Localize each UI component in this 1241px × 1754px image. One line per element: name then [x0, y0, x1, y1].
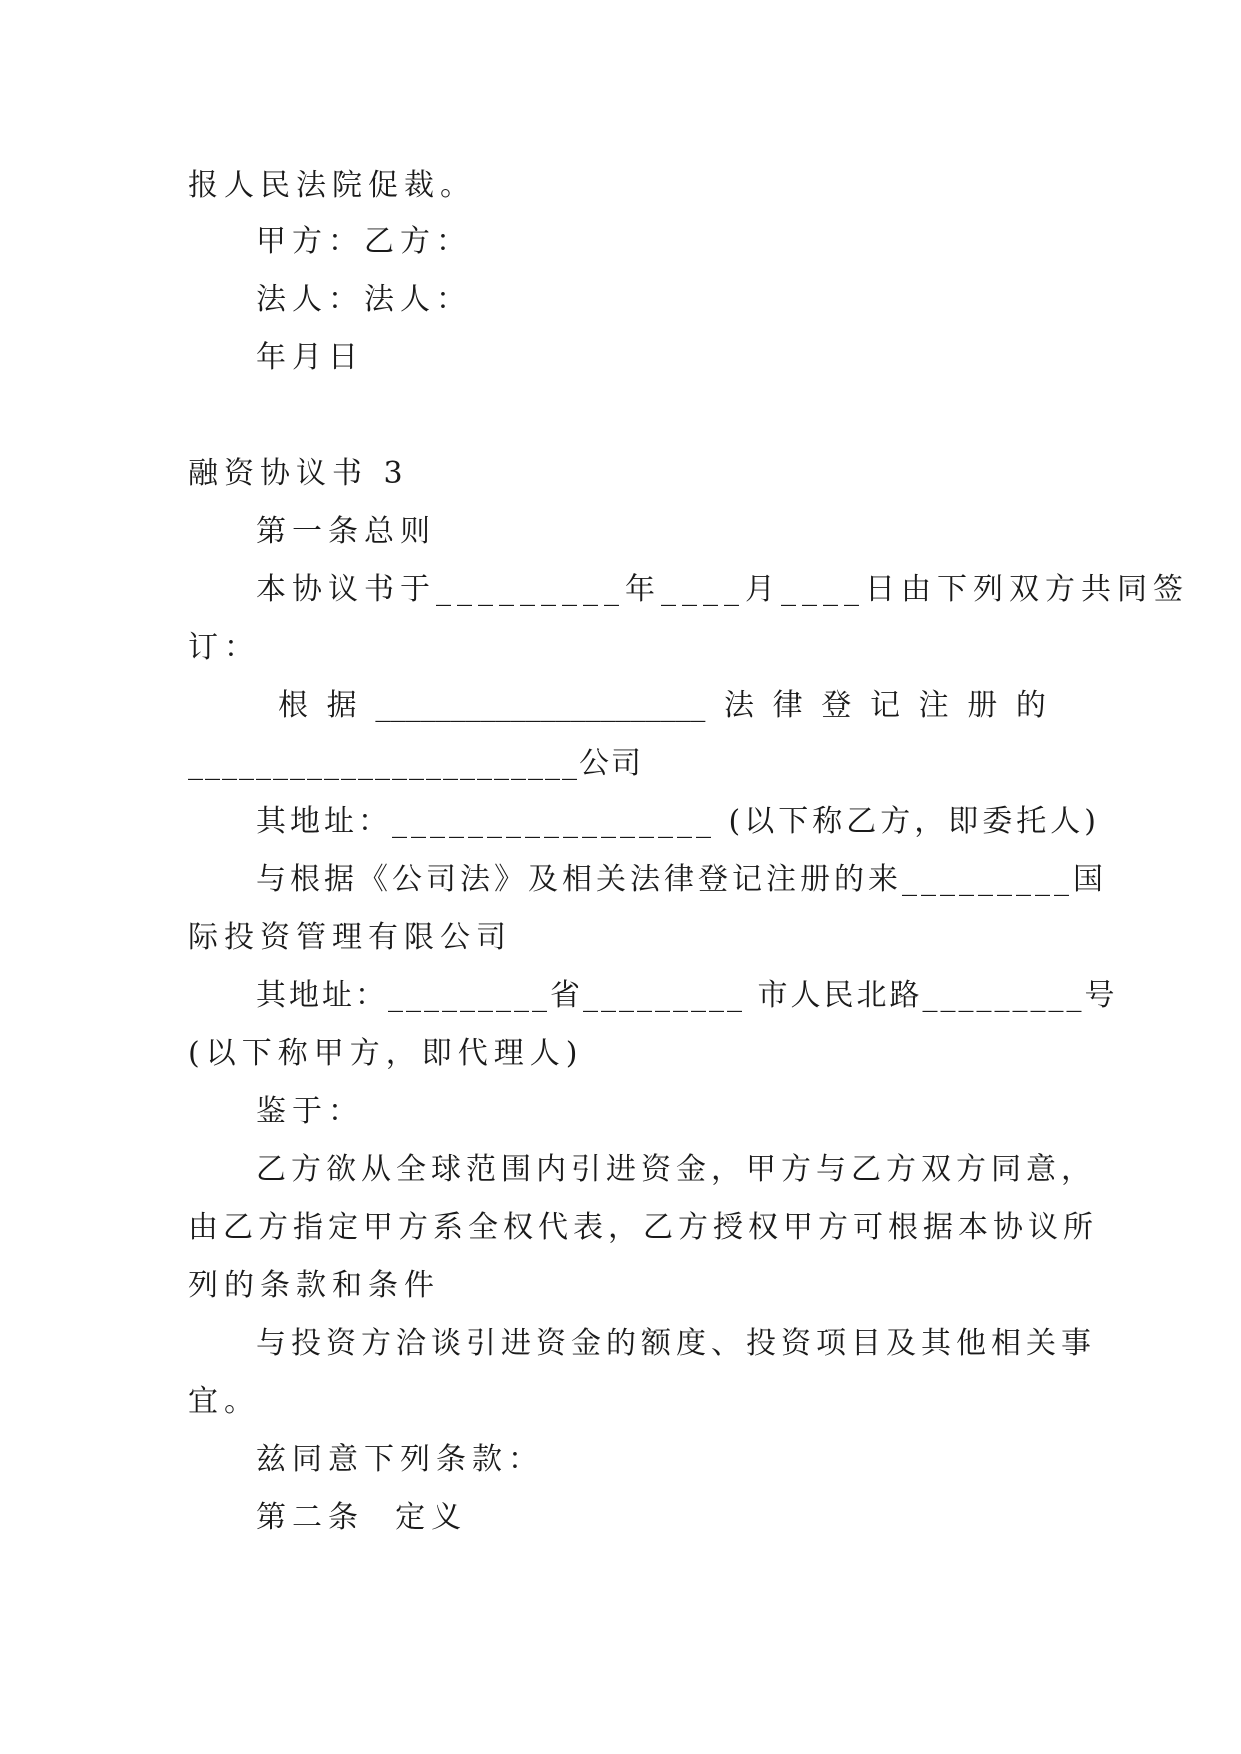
text-segment: 根 — [278, 688, 308, 723]
blank-field: ______________________ — [375, 688, 706, 723]
text-line: 列的条款和条件 — [188, 1268, 440, 1303]
text-line: 其地址：_________省_________ 市人民北路_________号 — [256, 978, 1118, 1013]
text-segment: 据 — [326, 688, 357, 723]
text-line: (以下称甲方，即代理人) — [188, 1036, 584, 1071]
text-line: 其地址：_________________ (以下称乙方，即委托人) — [256, 804, 1100, 839]
text-line: 与投资方洽谈引进资金的额度、投资项目及其他相关事 — [256, 1326, 1096, 1361]
text-line: 乙方欲从全球范围内引进资金，甲方与乙方双方同意， — [256, 1152, 1096, 1187]
text-line: 年月日 — [256, 340, 364, 375]
text-segment: 记 — [869, 688, 900, 723]
text-line: 甲方：乙方： — [256, 224, 472, 259]
text-line: 本协议书于_________年____月____日由下列双方共同签 — [256, 572, 1189, 607]
text-segment: 律 — [772, 688, 803, 723]
article-heading: 第一条总则 — [256, 514, 436, 549]
text-segment: 的 — [1015, 688, 1046, 723]
section-title: 融资协议书 3 — [188, 456, 409, 491]
text-segment: 注 — [918, 688, 949, 723]
justified-line — [278, 686, 1046, 726]
text-line: 际投资管理有限公司 — [188, 920, 512, 955]
text-line: 订： — [188, 630, 260, 665]
article-heading: 第二条 定义 — [256, 1500, 468, 1535]
text-segment: 登 — [821, 688, 852, 723]
text-line: 法人：法人： — [256, 282, 472, 317]
text-line: 与根据《公司法》及相关法律登记注册的来_________国 — [256, 862, 1107, 897]
text-line: 鉴于： — [256, 1094, 364, 1129]
text-line: 报人民法院促裁。 — [188, 168, 476, 203]
text-line: 宜。 — [188, 1384, 260, 1419]
text-segment: 法 — [723, 688, 754, 723]
text-line: _______________________公司 — [188, 746, 643, 781]
text-line: 兹同意下列条款： — [256, 1442, 544, 1477]
text-line: 由乙方指定甲方系全权代表，乙方授权甲方可根据本协议所 — [188, 1210, 1098, 1245]
text-segment: 册 — [967, 688, 998, 723]
